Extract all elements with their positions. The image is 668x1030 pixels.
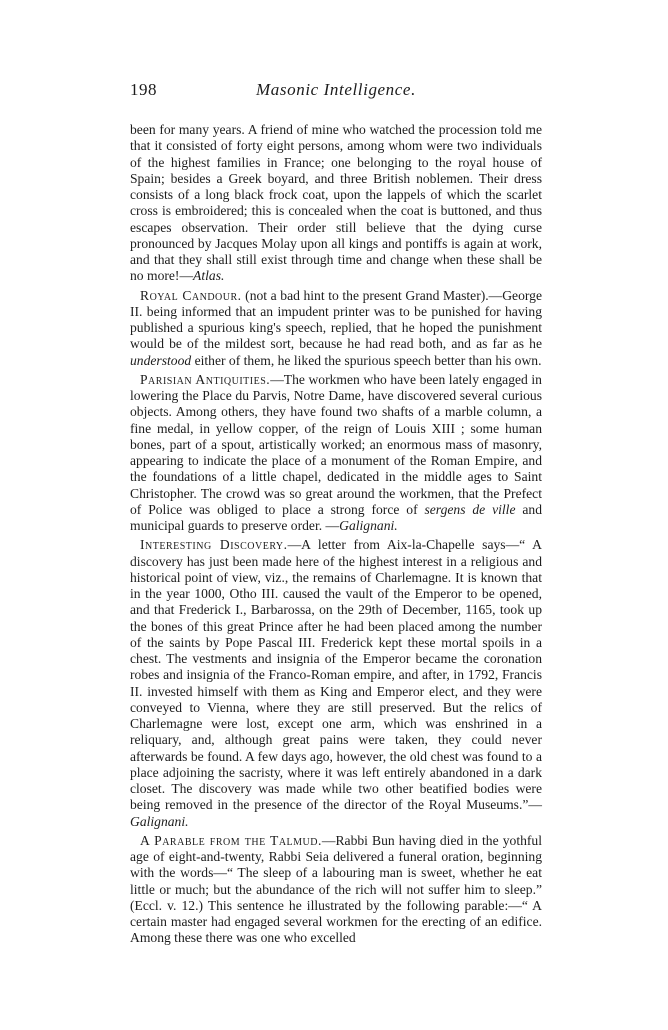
section-heading-interesting-discovery: Interesting Discovery. [140, 537, 288, 553]
section-heading-parisian-antiquities: Parisian Antiquities. [140, 371, 271, 387]
source-galignani: Galignani. [339, 518, 398, 533]
section-heading-parable-talmud: A Parable from the Talmud. [140, 832, 322, 848]
page-number: 198 [130, 80, 157, 99]
paragraph-text: —The workmen who have been lately engaged in lowering the Place du Parvis, Notre Dame, have discovered several curious objects. Among others, they have found two shafts of a marble column, a fine medal, in yellow copper, of the reign of Louis XIII ; some human bones, part of a spout, artistically worked; an enormous mass of masonry, appearing to indicate the place of a monument of the Roman Empire, and the foundations of a little chapel, dedicated in the middle ages to Saint Christopher. The crowd was so great around the workmen, that the Prefect of Police was obliged to place a strong force of [130, 371, 542, 517]
paragraph-parable-talmud [130, 833, 542, 947]
paragraph-parisian-antiquities [130, 372, 542, 535]
section-heading-royal-candour: Royal Candour. [140, 287, 242, 303]
paragraph-interesting-discovery [130, 537, 542, 830]
paragraph-royal-candour [130, 288, 542, 369]
emphasis-understood: understood [130, 352, 192, 368]
paragraph-text: either of them, he liked the spurious speech better than his own. [191, 352, 542, 368]
paragraph-text: —Rabbi Bun having died in the yothful age of eight-and-twenty, Rabbi Seia delivered a funeral oration, beginning with the words—“ The sleep of a labouring man is sweet, whether he eat little or much; but the abundance of the rich will not suffer him to sleep.” (Eccl. v. 12.) This sentence he illustrated by the following parable:—“ A certain master had engaged several workmen for the erecting of an edifice. Among these there was one who excelled [130, 832, 542, 946]
paragraph-text: —A letter from Aix-la-Chapelle says—“ A discovery has just been made here of the highest interest in a religious and historical point of view, viz., the remains of Charlemagne. It is known that in the year 1000, Otho III. caused the vault of the Emperor to be opened, and that Frederick I., Barbarossa, on the 29th of December, 1165, took up the bones of this great Prince after he had been placed among the number of the saints by Pope Pascal III. Frederick kept these mortal spoils in a chest. The vestments and insignia of the Emperor became the coronation robes and insignia of the Franco-Roman empire, and after, in 1792, Francis II. invested himself with them as King and Emperor elect, and they were conveyed to Vienna, where they are still preserved. But the relics of Charlemagne were lost, except one arm, which was enshrined in a reliquary, and, although great pains were taken, they could never afterwards be found. A few days ago, however, the old chest was found to a place adjoining the sacristy, where it was left entirely abandoned in a dark closet. The discovery was made while two other beatified bodies were being removed in the presence of the director of the Royal Museums.”— [130, 537, 542, 813]
source-atlas: Atlas. [193, 268, 225, 284]
paragraph-text: and municipal guards to preserve order. — [130, 501, 542, 533]
running-head: Masonic Intelligence. [256, 80, 416, 99]
paragraph-procession [130, 122, 542, 285]
source-galignani: Galignani. [130, 813, 189, 829]
paragraph-text: (not a bad hint to the present Grand Master).—George II. being informed that an impudent printer was to be punished for having published a spurious king's speech, replied, that he hoped the punishment would be of the mildest sort, because he had read both, and as far as he [130, 287, 543, 352]
article-body [130, 122, 542, 947]
paragraph-text: been for many years. A friend of mine who watched the procession told me that it consisted of forty eight persons, among whom were two individuals of the highest families in France; one belonging to the royal house of Spain; besides a Greek boyard, and three British noblemen. Their dress consists of a long black frock coat, upon the lappels of which the scarlet cross is embroidered; this is concealed when the coat is buttoned, and thus escapes observation. Their order still believe that the dying curse pronounced by Jacques Molay upon all kings and pontiffs is again at work, and that they shall still exist through time and change when these shall be no more!— [130, 122, 542, 284]
emphasis-sergens-de-ville: sergens de ville [424, 501, 516, 517]
page-header [130, 80, 542, 104]
